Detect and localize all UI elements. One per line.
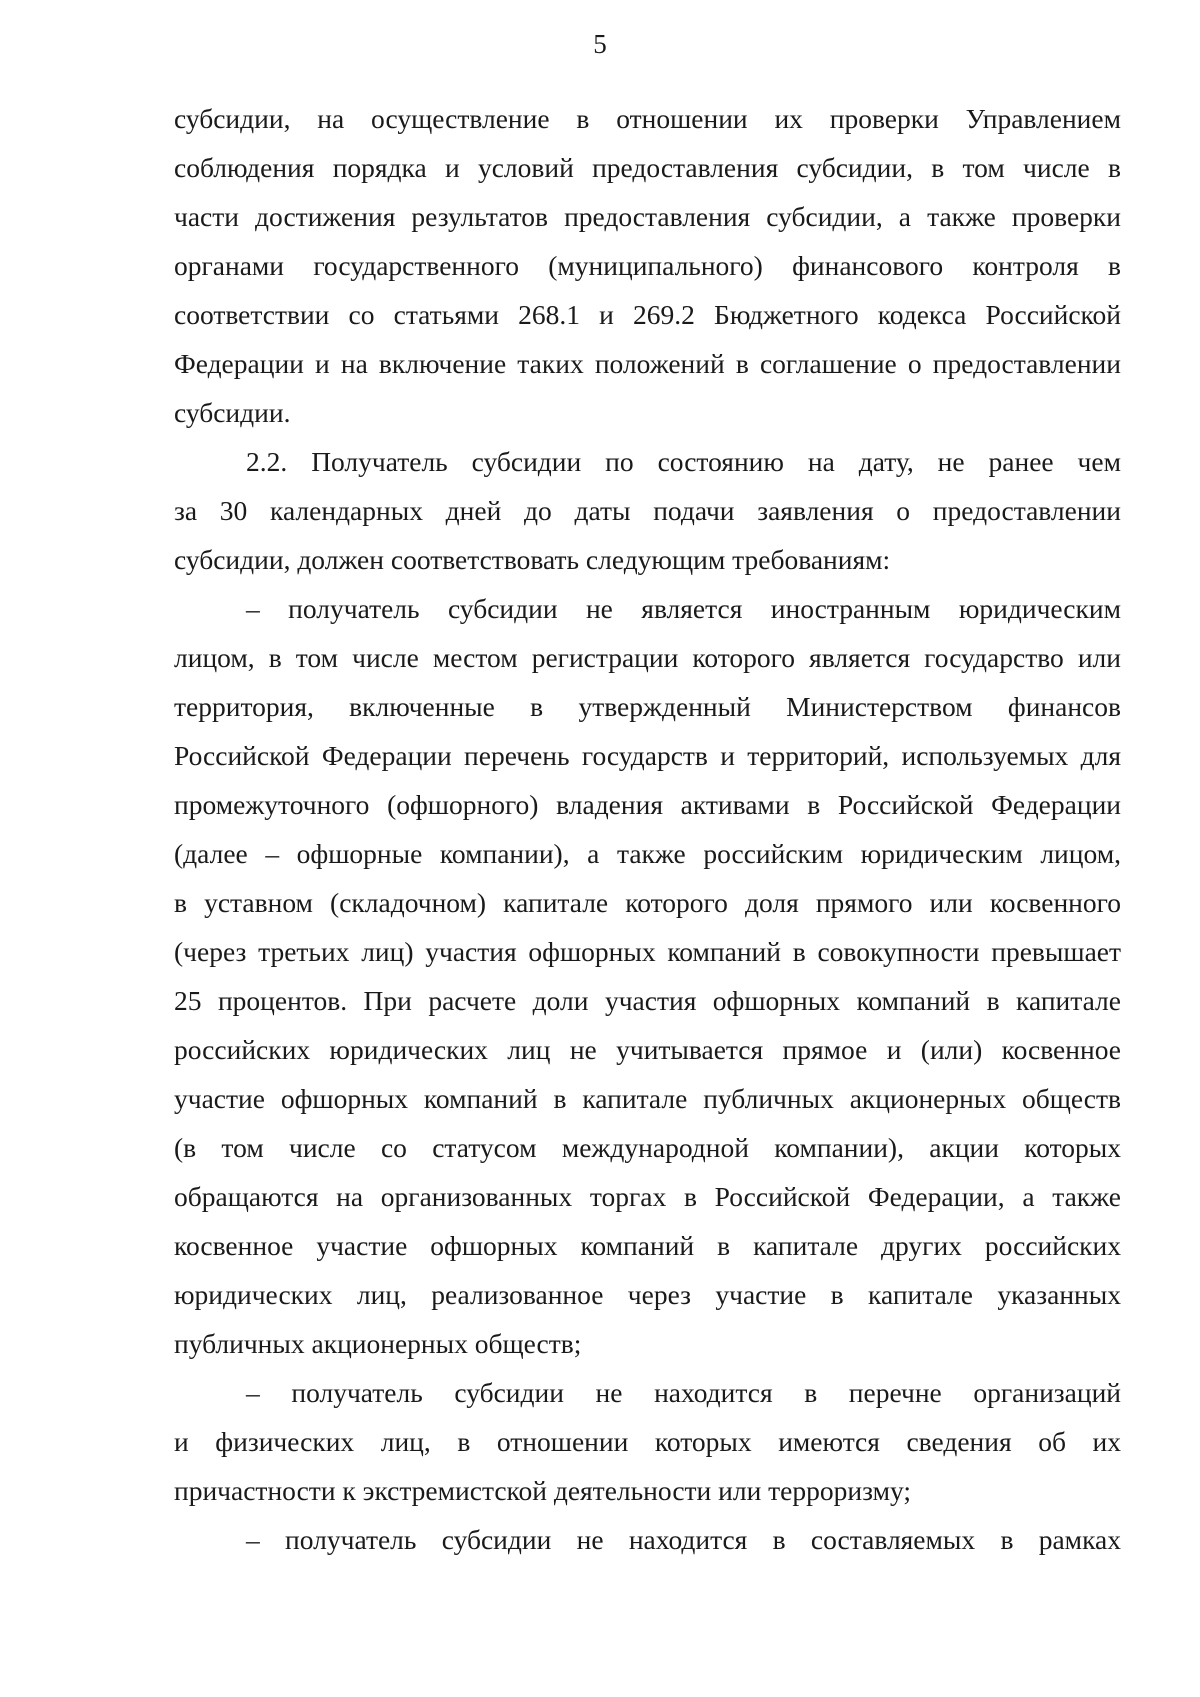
text-line: за 30 календарных дней до даты подачи заявления о предоставлении [174, 495, 1121, 526]
paragraph-2-2-requirements [174, 437, 1121, 584]
text-line: субсидии, на осуществление в отношении их проверки Управлением [174, 103, 1121, 134]
text-line: 25 процентов. При расчете доли участия офшорных компаний в капитале [174, 985, 1121, 1016]
text-line: – получатель субсидии не находится в перечне организаций [246, 1377, 1121, 1408]
list-item-offshore [174, 584, 1121, 1368]
text-line: органами государственного (муниципального) финансового контроля в [174, 250, 1121, 281]
text-line: лицом, в том числе местом регистрации которого является государство или [174, 642, 1121, 673]
text-line: (в том числе со статусом международной компании), акции которых [174, 1132, 1121, 1163]
text-line: российских юридических лиц не учитывается прямое и (или) косвенное [174, 1034, 1121, 1065]
text-line: соответствии со статьями 268.1 и 269.2 Бюджетного кодекса Российской [174, 299, 1121, 330]
text-line: причастности к экстремистской деятельности или терроризму; [174, 1475, 912, 1506]
text-line: юридических лиц, реализованное через участие в капитале указанных [174, 1279, 1121, 1310]
text-line: – получатель субсидии не находится в составляемых в рамках [246, 1524, 1121, 1555]
text-line: промежуточного (офшорного) владения активами в Российской Федерации [174, 789, 1121, 820]
document-body [174, 94, 1121, 1564]
text-line: (через третьих лиц) участия офшорных компаний в совокупности превышает [174, 936, 1121, 967]
text-line: – получатель субсидии не является иностранным юридическим [246, 593, 1121, 624]
text-line: и физических лиц, в отношении которых имеются сведения об их [174, 1426, 1121, 1457]
text-line: обращаются на организованных торгах в Российской Федерации, а также [174, 1181, 1121, 1212]
text-line: публичных акционерных обществ; [174, 1328, 582, 1359]
text-line: (далее – офшорные компании), а также российским юридическим лицом, [174, 838, 1121, 869]
text-line: Федерации и на включение таких положений в соглашение о предоставлении [174, 348, 1121, 379]
text-line: части достижения результатов предоставления субсидии, а также проверки [174, 201, 1121, 232]
list-item-extremism [174, 1368, 1121, 1515]
paragraph-subsidy-control [174, 94, 1121, 437]
text-line: субсидии, должен соответствовать следующим требованиям: [174, 544, 891, 575]
text-line: соблюдения порядка и условий предоставления субсидии, в том числе в [174, 152, 1121, 183]
text-line: в уставном (складочном) капитале которого доля прямого или косвенного [174, 887, 1121, 918]
text-line: субсидии. [174, 397, 291, 428]
text-line: территория, включенные в утвержденный Министерством финансов [174, 691, 1121, 722]
text-line: 2.2. Получатель субсидии по состоянию на дату, не ранее чем [246, 446, 1121, 477]
page-number: 5 [593, 29, 607, 59]
text-line: косвенное участие офшорных компаний в капитале других российских [174, 1230, 1121, 1261]
text-line: участие офшорных компаний в капитале публичных акционерных обществ [174, 1083, 1121, 1114]
text-line: Российской Федерации перечень государств и территорий, используемых для [174, 740, 1121, 771]
list-item-sanctions [174, 1515, 1121, 1564]
